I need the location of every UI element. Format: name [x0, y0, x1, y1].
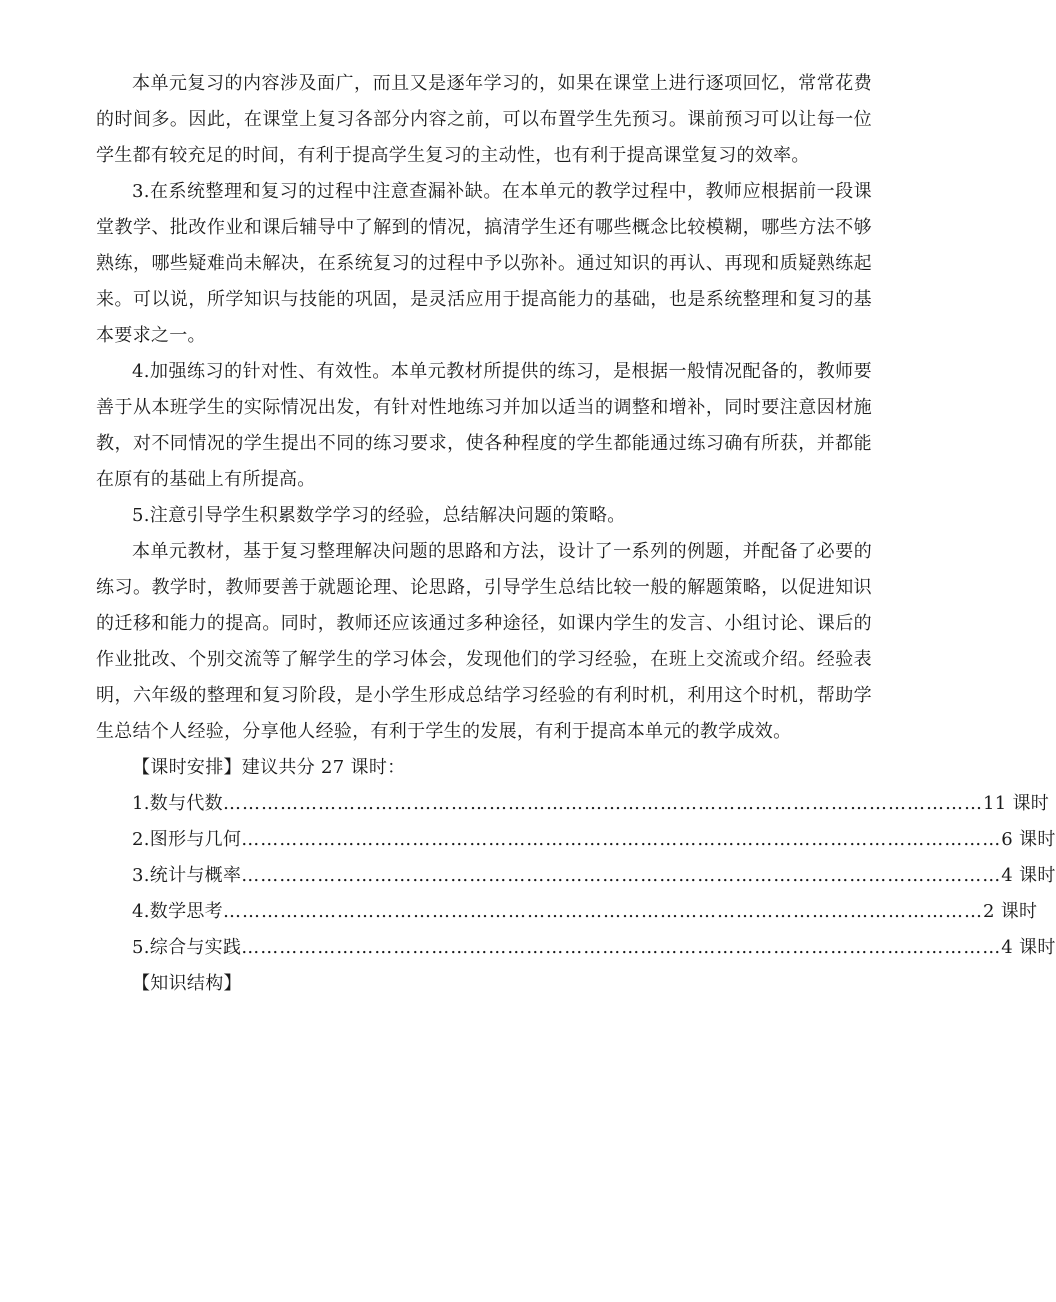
schedule-list — [96, 786, 1056, 966]
dot-leader: ………………………………………………………………………………………………………… — [241, 829, 1002, 850]
schedule-item-hours: 2 课时 — [982, 901, 1038, 922]
schedule-item — [96, 858, 1056, 894]
dot-leader: ………………………………………………………………………………………………………… — [241, 865, 1002, 886]
schedule-item — [96, 786, 1050, 822]
schedule-item-hours: 6 课时 — [1001, 829, 1056, 850]
schedule-item — [96, 930, 1056, 966]
schedule-item — [96, 822, 1056, 858]
schedule-heading: 【课时安排】建议共分 27 课时： — [132, 757, 406, 778]
schedule-item-label: 3.统计与概率 — [132, 865, 242, 886]
paragraph-practice-targeting: 4.加强练习的针对性、有效性。本单元教材所提供的练习，是根据一般情况配备的，教师要善于从本班学生的实际情况出发，有针对性地练习并加以适当的调整和增补，同时要注意因材施教，对不同情况的学生提出不同的练习要求，使各种程度的学生都能通过练习确有所获，并都能在原有的基础上有所提高。 — [96, 361, 872, 490]
schedule-item — [96, 894, 1038, 930]
paragraph-guide-experience: 5.注意引导学生积累数学学习的经验，总结解决问题的策略。 — [132, 505, 626, 526]
schedule-item-label: 1.数与代数 — [132, 793, 223, 814]
dot-leader: ………………………………………………………………………………………………………… — [241, 937, 1002, 958]
schedule-item-hours: 11 课时 — [982, 793, 1050, 814]
paragraph-fill-gaps: 3.在系统整理和复习的过程中注意查漏补缺。在本单元的教学过程中，教师应根据前一段课堂教学、批改作业和课后辅导中了解到的情况，搞清学生还有哪些概念比较模糊，哪些方法不够熟练，哪些疑难尚未解决，在系统复习的过程中予以弥补。通过知识的再认、再现和质疑熟练起来。可以说，所学知识与技能的巩固，是灵活应用于提高能力的基础，也是系统整理和复习的基本要求之一。 — [96, 181, 872, 346]
schedule-item-label: 2.图形与几何 — [132, 829, 242, 850]
structure-heading: 【知识结构】 — [132, 973, 242, 994]
document-page — [96, 66, 1056, 1002]
paragraph-review-preview: 本单元复习的内容涉及面广，而且又是逐年学习的，如果在课堂上进行逐项回忆，常常花费的时间多。因此，在课堂上复习各部分内容之前，可以布置学生先预习。课前预习可以让每一位学生都有较充足的时间，有利于提高学生复习的主动性，也有利于提高课堂复习的效率。 — [96, 73, 872, 166]
dot-leader: ………………………………………………………………………………………………………… — [222, 901, 983, 922]
schedule-item-hours: 4 课时 — [1001, 865, 1056, 886]
dot-leader: ………………………………………………………………………………………………………… — [222, 793, 983, 814]
schedule-item-hours: 4 课时 — [1001, 937, 1056, 958]
schedule-item-label: 4.数学思考 — [132, 901, 223, 922]
schedule-item-label: 5.综合与实践 — [132, 937, 242, 958]
paragraph-textbook-strategy: 本单元教材，基于复习整理解决问题的思路和方法，设计了一系列的例题，并配备了必要的练习。教学时，教师要善于就题论理、论思路，引导学生总结比较一般的解题策略，以促进知识的迁移和能力的提高。同时，教师还应该通过多种途径，如课内学生的发言、小组讨论、课后的作业批改、个别交流等了解学生的学习体会，发现他们的学习经验，在班上交流或介绍。经验表明，六年级的整理和复习阶段，是小学生形成总结学习经验的有利时机，利用这个时机，帮助学生总结个人经验，分享他人经验，有利于学生的发展，有利于提高本单元的教学成效。 — [96, 541, 872, 742]
